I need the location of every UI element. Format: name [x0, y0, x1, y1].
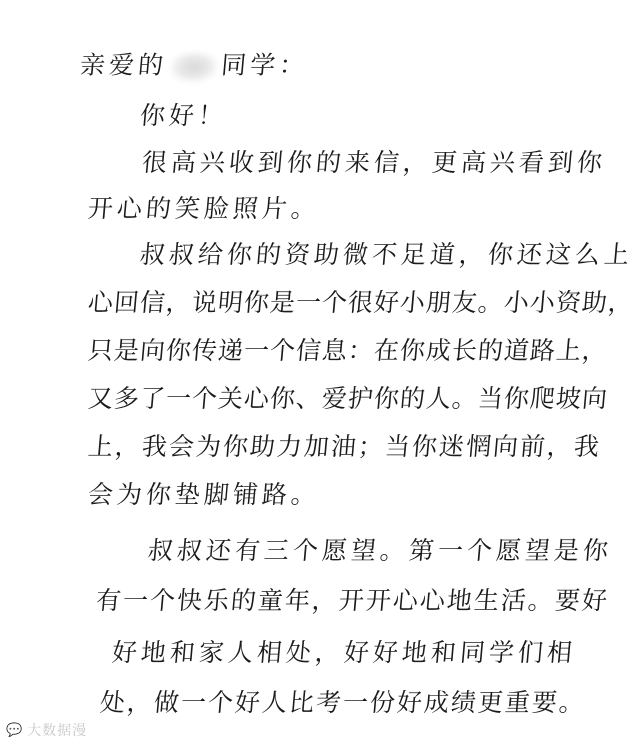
chat-bubble-icon: 💬: [6, 722, 24, 738]
letter-line-3: 叔叔给你的资助微不足道，你还这么上: [138, 240, 635, 269]
letter-line-11: 好地和家人相处，好好地和同学们相: [110, 638, 578, 667]
redacted-name-blur: [170, 52, 219, 82]
salutation-suffix: 同学：: [219, 50, 310, 80]
salutation-prefix: 亲爱的: [78, 50, 169, 80]
watermark: [6, 720, 87, 740]
letter-line-9: 叔叔还有三个愿望。第一个愿望是你: [146, 536, 614, 565]
letter-line-6: 又多了一个关心你、爱护你的人。当你爬坡向: [86, 384, 610, 413]
watermark-text: 大数据漫: [27, 723, 88, 739]
letter-line-12: 处，做一个好人比考一份好成绩更重要。: [98, 688, 588, 717]
letter-line-1: 很高兴收到你的来信，更高兴看到你: [140, 148, 608, 177]
letter-line-4: 心回信，说明你是一个很好小朋友。小小资助，: [86, 288, 636, 317]
letter-line-5: 只是向你传递一个信息：在你成长的道路上，: [86, 336, 610, 365]
letter-line-8: 会为你垫脚铺路。: [86, 480, 322, 509]
letter-line-10: 有一个快乐的童年，开开心心地生活。要好: [94, 586, 611, 615]
letter-line-7: 上，我会为你助力加油；当你迷惘向前，我: [86, 432, 603, 461]
salutation: [79, 52, 310, 82]
greeting: 你好！: [138, 101, 229, 130]
letter-line-2: 开心的笑脸照片。: [86, 194, 322, 223]
